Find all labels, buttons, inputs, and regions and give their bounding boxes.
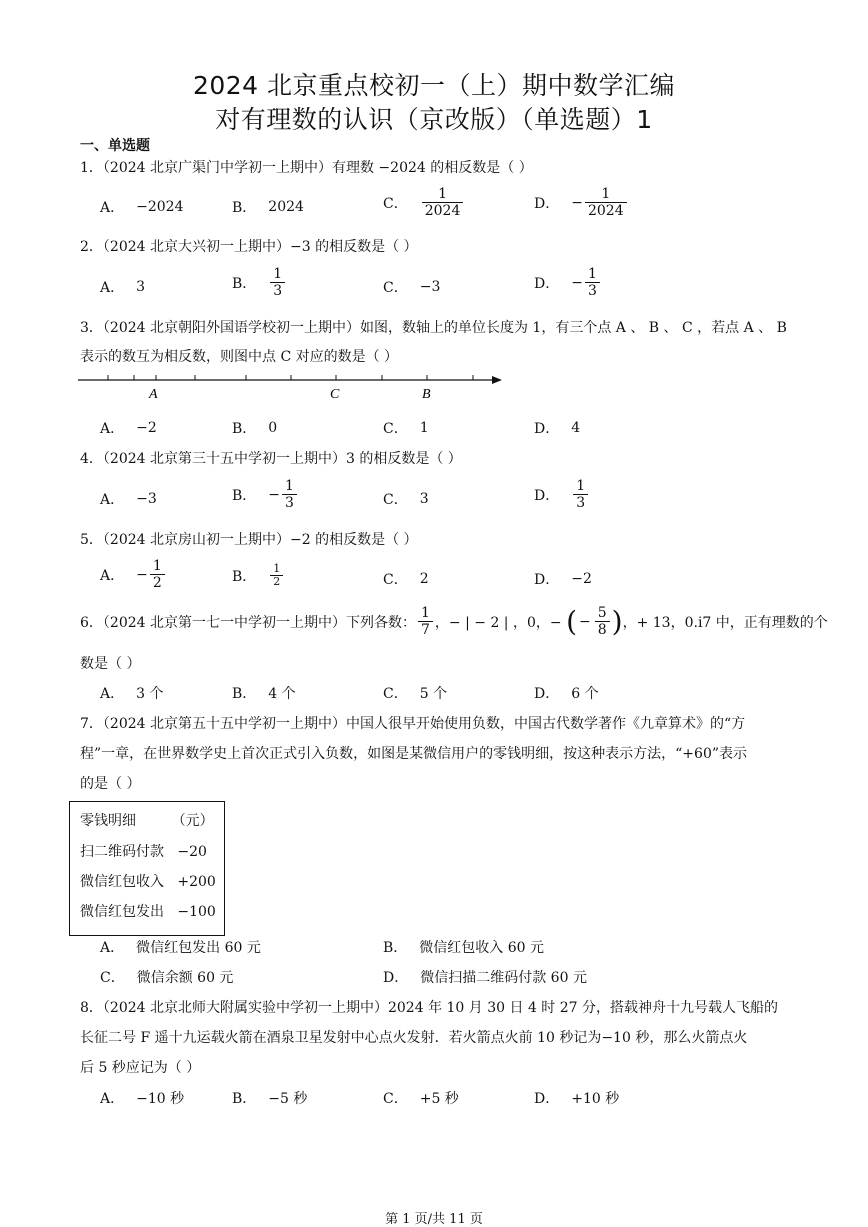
sign: − xyxy=(136,566,148,583)
option-label: A． xyxy=(100,1091,125,1107)
option-value: 微信扫描二维码付款 60 元 xyxy=(420,970,587,986)
option-label: D． xyxy=(534,1091,560,1107)
q3-option-a[interactable] xyxy=(100,418,157,438)
option-value: −3 xyxy=(419,279,441,295)
number-line-figure xyxy=(78,370,508,406)
q7-option-c[interactable] xyxy=(100,967,233,987)
option-value: −2 xyxy=(136,420,157,436)
option-label: D． xyxy=(534,421,560,437)
denominator: 2 xyxy=(270,575,283,588)
fraction xyxy=(150,558,165,591)
q4-option-a[interactable] xyxy=(100,489,157,509)
question-8-line-2: 长征二号 F 遥十九运载火箭在酒泉卫星发射中心点火发射．若火箭点火前 10 秒记为−10 秒，那么火箭点火 xyxy=(80,1030,748,1046)
option-value: −2 xyxy=(571,571,592,587)
q2-option-c[interactable] xyxy=(383,277,440,297)
fraction xyxy=(585,266,600,299)
question-6-middle: ，− | − 2 | ，0，− xyxy=(434,614,567,631)
question-5: 5．（2024 北京房山初一上期中）−2 的相反数是（ ） xyxy=(80,532,418,548)
sign: − xyxy=(571,194,583,211)
numerator: 1 xyxy=(601,186,611,202)
question-2: 2．（2024 北京大兴初一上期中）−3 的相反数是（ ） xyxy=(80,239,418,255)
q7-option-a[interactable] xyxy=(100,937,261,957)
option-value: −5 秒 xyxy=(268,1091,308,1107)
fraction xyxy=(585,186,627,219)
q1-option-d[interactable] xyxy=(534,186,629,219)
option-label: B． xyxy=(232,487,257,504)
q6-option-c[interactable] xyxy=(383,683,447,703)
q5-option-c[interactable] xyxy=(383,569,429,589)
question-8-line-1: 8．（2024 北京北师大附属实验中学初一上期中）2024 年 10 月 30 日 4 时 27 分，搭载神舟十九号载人飞船的 xyxy=(80,1000,779,1016)
numerator: 1 xyxy=(587,266,597,282)
question-4: 4．（2024 北京第三十五中学初一上期中）3 的相反数是（ ） xyxy=(80,451,462,467)
numerator: 5 xyxy=(597,605,607,621)
option-label: A． xyxy=(100,280,125,296)
option-label: C． xyxy=(100,970,125,986)
q6-option-b[interactable] xyxy=(232,683,296,703)
q8-option-d[interactable] xyxy=(534,1088,619,1108)
denominator: 3 xyxy=(573,494,588,511)
option-label: A． xyxy=(100,200,125,216)
question-6-prefix: 6．（2024 北京第一七一中学初一上期中）下列各数： xyxy=(80,614,416,631)
number-line-arrow-icon xyxy=(492,376,502,384)
question-3-line-1: 3．（2024 北京朝阳外国语学校初一上期中）如图，数轴上的单位长度为 1，有三个点 A 、 B 、 C ，若点 A 、 B xyxy=(80,320,787,336)
option-value: 5 个 xyxy=(419,686,448,702)
q4-option-d[interactable] xyxy=(534,478,590,511)
table-row: 微信红包收入 +200 xyxy=(80,874,216,890)
sign: − xyxy=(268,486,281,503)
q5-option-a[interactable] xyxy=(100,558,167,591)
wallet-detail-table xyxy=(69,801,225,936)
option-label: C． xyxy=(383,572,408,588)
option-label: B． xyxy=(383,940,408,956)
option-value: 1 xyxy=(419,420,429,436)
right-paren: ) xyxy=(611,604,623,638)
q2-option-a[interactable] xyxy=(100,277,145,297)
option-value: 微信红包发出 60 元 xyxy=(136,940,261,956)
numerator: 1 xyxy=(421,605,430,621)
q8-option-a[interactable] xyxy=(100,1088,184,1108)
numerator: 1 xyxy=(438,186,447,202)
option-label: A． xyxy=(100,492,125,508)
option-label: B． xyxy=(232,1091,257,1107)
option-label: B． xyxy=(232,568,257,585)
fraction xyxy=(418,605,433,638)
option-value: +10 秒 xyxy=(571,1091,620,1107)
numerator: 1 xyxy=(273,266,283,282)
option-value: 3 xyxy=(136,279,146,295)
option-label: B． xyxy=(232,421,257,437)
option-label: C． xyxy=(383,195,408,212)
q4-option-c[interactable] xyxy=(383,489,429,509)
q2-option-d[interactable] xyxy=(534,266,602,299)
q1-option-c[interactable] xyxy=(383,186,465,219)
numerator: 1 xyxy=(273,562,281,575)
q1-option-a[interactable] xyxy=(100,197,183,217)
denominator: 8 xyxy=(595,621,610,638)
denominator: 3 xyxy=(270,282,285,299)
q7-option-b[interactable] xyxy=(383,937,544,957)
fraction xyxy=(270,563,283,588)
option-value: 6 个 xyxy=(571,686,599,702)
question-7-line-1: 7．（2024 北京第五十五中学初一上期中）中国人很早开始使用负数，中国古代数学著作《九章算术》的“方 xyxy=(80,716,746,732)
numerator: 1 xyxy=(152,558,162,574)
option-label: D． xyxy=(534,572,560,588)
left-paren: ( xyxy=(566,604,577,638)
question-6-suffix: ，+ 13，0.i7 中，正有理数的个 xyxy=(622,614,828,631)
option-value: 3 个 xyxy=(136,686,164,702)
option-value: 2 xyxy=(419,571,429,587)
q6-option-d[interactable] xyxy=(534,683,599,703)
option-label: D． xyxy=(534,487,560,504)
q2-option-b[interactable] xyxy=(232,266,287,299)
title-line-1: 2024 北京重点校初一（上）期中数学汇编 xyxy=(192,71,676,100)
option-label: D． xyxy=(383,970,409,986)
q5-option-d[interactable] xyxy=(534,569,592,589)
q7-option-d[interactable] xyxy=(383,967,587,987)
question-3-line-2: 表示的数互为相反数，则图中点 C 对应的数是（ ） xyxy=(80,349,399,365)
sign: − xyxy=(579,613,591,630)
table-row: 微信红包发出 −100 xyxy=(80,904,216,920)
option-label: D． xyxy=(534,195,560,212)
option-value: 微信红包收入 60 元 xyxy=(419,940,545,956)
option-label: A． xyxy=(100,421,125,437)
question-6-line-2: 数是（ ） xyxy=(80,656,141,672)
number-line-ticks xyxy=(108,375,473,380)
table-row: 扫二维码付款 −20 xyxy=(80,844,207,860)
option-value: +5 秒 xyxy=(419,1091,459,1107)
option-value: 4 个 xyxy=(268,686,296,702)
section-heading: 一、单选题 xyxy=(80,138,150,154)
fraction xyxy=(422,186,464,219)
title-line-2: 对有理数的认识（京改版）（单选题）1 xyxy=(215,105,653,134)
option-value: 3 xyxy=(419,491,429,507)
fraction xyxy=(282,478,297,511)
denominator: 3 xyxy=(585,282,600,299)
numerator: 1 xyxy=(576,478,586,494)
q5-option-b[interactable] xyxy=(232,563,285,588)
option-label: C． xyxy=(383,1091,408,1107)
numerator: 1 xyxy=(285,478,294,494)
option-label: C． xyxy=(383,686,408,702)
q1-option-b[interactable] xyxy=(232,197,304,217)
denominator: 2024 xyxy=(422,202,464,219)
q3-option-d[interactable] xyxy=(534,418,580,438)
option-value: −10 秒 xyxy=(136,1091,185,1107)
q6-option-a[interactable] xyxy=(100,683,163,703)
page-footer: 第 1 页/共 11 页 xyxy=(385,1212,483,1227)
option-label: B． xyxy=(232,200,257,216)
question-1: 1．（2024 北京广渠门中学初一上期中）有理数 −2024 的相反数是（ ） xyxy=(80,160,533,176)
option-value: −3 xyxy=(136,491,157,507)
option-label: B． xyxy=(232,686,257,702)
fraction xyxy=(573,478,588,511)
option-value: 4 xyxy=(571,420,581,436)
q3-option-b[interactable] xyxy=(232,418,277,438)
q8-option-c[interactable] xyxy=(383,1088,459,1108)
point-c-label: C xyxy=(330,387,340,402)
question-7-line-3: 的是（ ） xyxy=(80,776,141,792)
option-label: D． xyxy=(534,275,560,292)
point-b-label: B xyxy=(422,387,431,402)
fraction xyxy=(595,605,610,638)
fraction xyxy=(270,266,285,299)
denominator: 2024 xyxy=(585,202,627,219)
point-a-label: A xyxy=(149,387,158,402)
option-value: −2024 xyxy=(136,199,184,215)
option-value: 微信余额 60 元 xyxy=(136,970,234,986)
table-row: 零钱明细 （元） xyxy=(80,813,214,829)
option-label: D． xyxy=(534,686,560,702)
option-value: 2024 xyxy=(268,199,304,215)
question-6-line-1 xyxy=(80,605,828,638)
option-label: A． xyxy=(100,940,125,956)
option-label: A． xyxy=(100,686,125,702)
denominator: 2 xyxy=(150,574,165,591)
q3-option-c[interactable] xyxy=(383,418,429,438)
q8-option-b[interactable] xyxy=(232,1088,307,1108)
question-8-line-3: 后 5 秒应记为（ ） xyxy=(80,1060,201,1076)
sign: − xyxy=(571,274,583,291)
option-label: A． xyxy=(100,567,125,584)
denominator: 7 xyxy=(418,621,433,638)
q4-option-b[interactable] xyxy=(232,478,299,511)
question-7-line-2: 程”一章，在世界数学史上首次正式引入负数，如图是某微信用户的零钱明细，按这种表示方法，“+60”表示 xyxy=(80,746,748,762)
denominator: 3 xyxy=(282,494,297,511)
option-label: C． xyxy=(383,492,408,508)
option-label: C． xyxy=(383,421,408,437)
option-label: B． xyxy=(232,275,257,292)
option-label: C． xyxy=(383,280,408,296)
option-value: 0 xyxy=(268,420,278,436)
